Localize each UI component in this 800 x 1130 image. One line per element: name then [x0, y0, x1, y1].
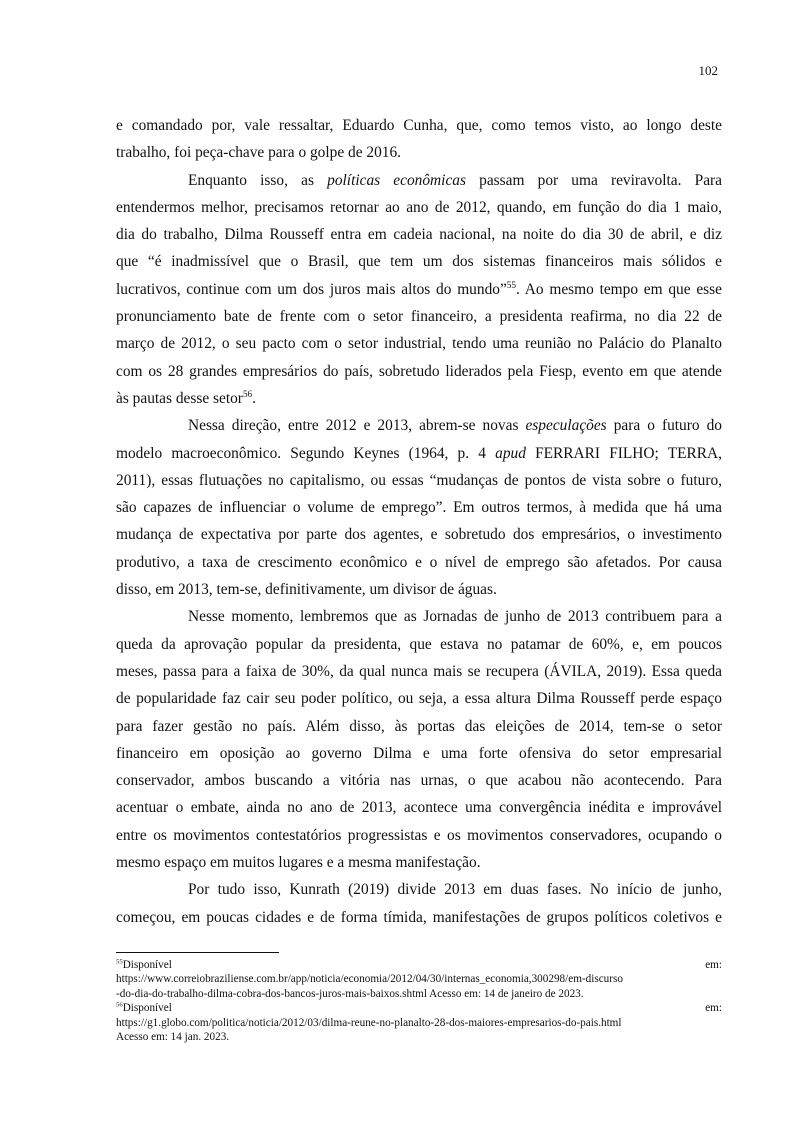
emphasis: políticas econômicas	[327, 171, 466, 189]
body-line: lucrativos, continue com um dos juros mais altos do mundo”$^{55}$. Ao mesmo tempo em que esse	[116, 279, 722, 298]
body-line: trabalho, foi peça-chave para o golpe de 2016.	[116, 144, 402, 162]
body-line: acentuar o embate, ainda no ano de 2013, acontece uma convergência inédita e improvável	[116, 799, 722, 817]
footnotes	[116, 958, 722, 1044]
footnote-link[interactable]: https://www.correiobraziliense.com.br/app/noticia/economia/2012/04/30/internas_economia,300298/em-discurso	[116, 973, 623, 986]
body-line: queda da aprovação popular da presidenta, que estava no patamar de 60%, e, em poucos	[116, 635, 722, 653]
body-line: dia do trabalho, Dilma Rousseff entra em cadeia nacional, na noite do dia 30 de abril, e diz	[116, 226, 722, 244]
footnote-link[interactable]: https://g1.globo.com/politica/noticia/2012/03/dilma-reune-no-planalto-28-dos-maiores-empresarios-do-pais.html	[116, 1016, 622, 1029]
body-line: entre os movimentos contestatórios progressistas e os movimentos conservadores, ocupando o	[116, 826, 722, 844]
body-line: entendermos melhor, precisamos retornar ao ano de 2012, quando, em função do dia 1 maio,	[116, 198, 722, 216]
footnote-separator	[116, 952, 279, 953]
body-line: conservador, ambos buscando a vitória nas urnas, o que acabou não acontecendo. Para	[116, 772, 722, 790]
body-line: e comandado por, vale ressaltar, Eduardo Cunha, que, como temos visto, ao longo deste	[116, 117, 722, 134]
body-line: mesmo espaço em muitos lugares e a mesma manifestação.	[116, 854, 481, 872]
body-line: pronunciamento bate de frente com o setor financeiro, a presidenta reafirma, no dia 22 de	[116, 308, 722, 326]
body-line: mudança de expectativa por parte dos agentes, e sobretudo dos empresários, o investimento	[116, 526, 722, 544]
body-line: Por tudo isso, Kunrath (2019) divide 2013 em duas fases. No início de junho,	[188, 881, 722, 899]
body-line: Enquanto isso, as políticas econômicas passam por uma reviravolta. Para	[188, 171, 722, 189]
body-line: de popularidade faz cair seu poder político, ou seja, a essa altura Dilma Rousseff perde espaço	[116, 690, 722, 708]
body-line: Nessa direção, entre 2012 e 2013, abrem-se novas especulações para o futuro do	[188, 417, 722, 435]
footnote-number: 55	[116, 958, 123, 966]
body-line: com os 28 grandes empresários do país, sobretudo liderados pela Fiesp, evento em que atende	[116, 362, 722, 380]
body-line: começou, em poucas cidades e de forma tímida, manifestações de grupos políticos coletivos e	[116, 908, 722, 926]
footnote-55: $^{55}$Disponível em:	[116, 958, 722, 971]
footnote-56: $^{56}$Disponível em:	[116, 1001, 722, 1015]
footnote-ref-55[interactable]: 55	[506, 279, 517, 290]
page-number: 102	[698, 63, 718, 78]
body-line: que “é inadmissível que o Brasil, que tem um dos sistemas financeiros mais sólidos e	[116, 253, 722, 271]
emphasis: especulações	[525, 417, 607, 435]
footnote-ref-56[interactable]: 56	[242, 388, 253, 399]
body-line: para fazer gestão no país. Além disso, às portas das eleições de 2014, tem-se o setor	[116, 717, 722, 735]
body-line: março de 2012, o seu pacto com o setor industrial, tendo uma reunião no Palácio do Planalto	[116, 335, 722, 353]
body-line: modelo macroeconômico. Segundo Keynes (1964, p. 4 apud FERRARI FILHO; TERRA,	[116, 444, 722, 462]
body-line: produtivo, a taxa de crescimento econômico e o nível de emprego são afetados. Por causa	[116, 553, 722, 571]
body-line: são capazes de influenciar o volume de emprego”. Em outros termos, à medida que há uma	[116, 499, 722, 517]
body-line: Nesse momento, lembremos que as Jornadas de junho de 2013 contribuem para a	[188, 608, 722, 626]
body-line: às pautas desse setor$^{56}$.	[116, 388, 257, 407]
emphasis: apud	[495, 444, 526, 462]
body-line: 2011), essas flutuações no capitalismo, ou essas “mudanças de pontos de vista sobre o futuro,	[116, 471, 722, 489]
body-line: financeiro em oposição ao governo Dilma e uma forte ofensiva do setor empresarial	[116, 744, 722, 762]
footnote-number: 56	[116, 1001, 123, 1009]
body-line: meses, passa para a faixa de 30%, da qual nunca mais se recupera (ÁVILA, 2019). Essa queda	[116, 662, 722, 680]
footnote-text: -do-dia-do-trabalho-dilma-cobra-dos-bancos-juros-mais-baixos.shtml Acesso em: 14 de janeiro de 2023.	[116, 987, 584, 1000]
footnote-text: Acesso em: 14 jan. 2023.	[116, 1031, 230, 1044]
body-text	[116, 112, 722, 931]
body-line: disso, em 2013, tem-se, definitivamente, um divisor de águas.	[116, 581, 497, 599]
